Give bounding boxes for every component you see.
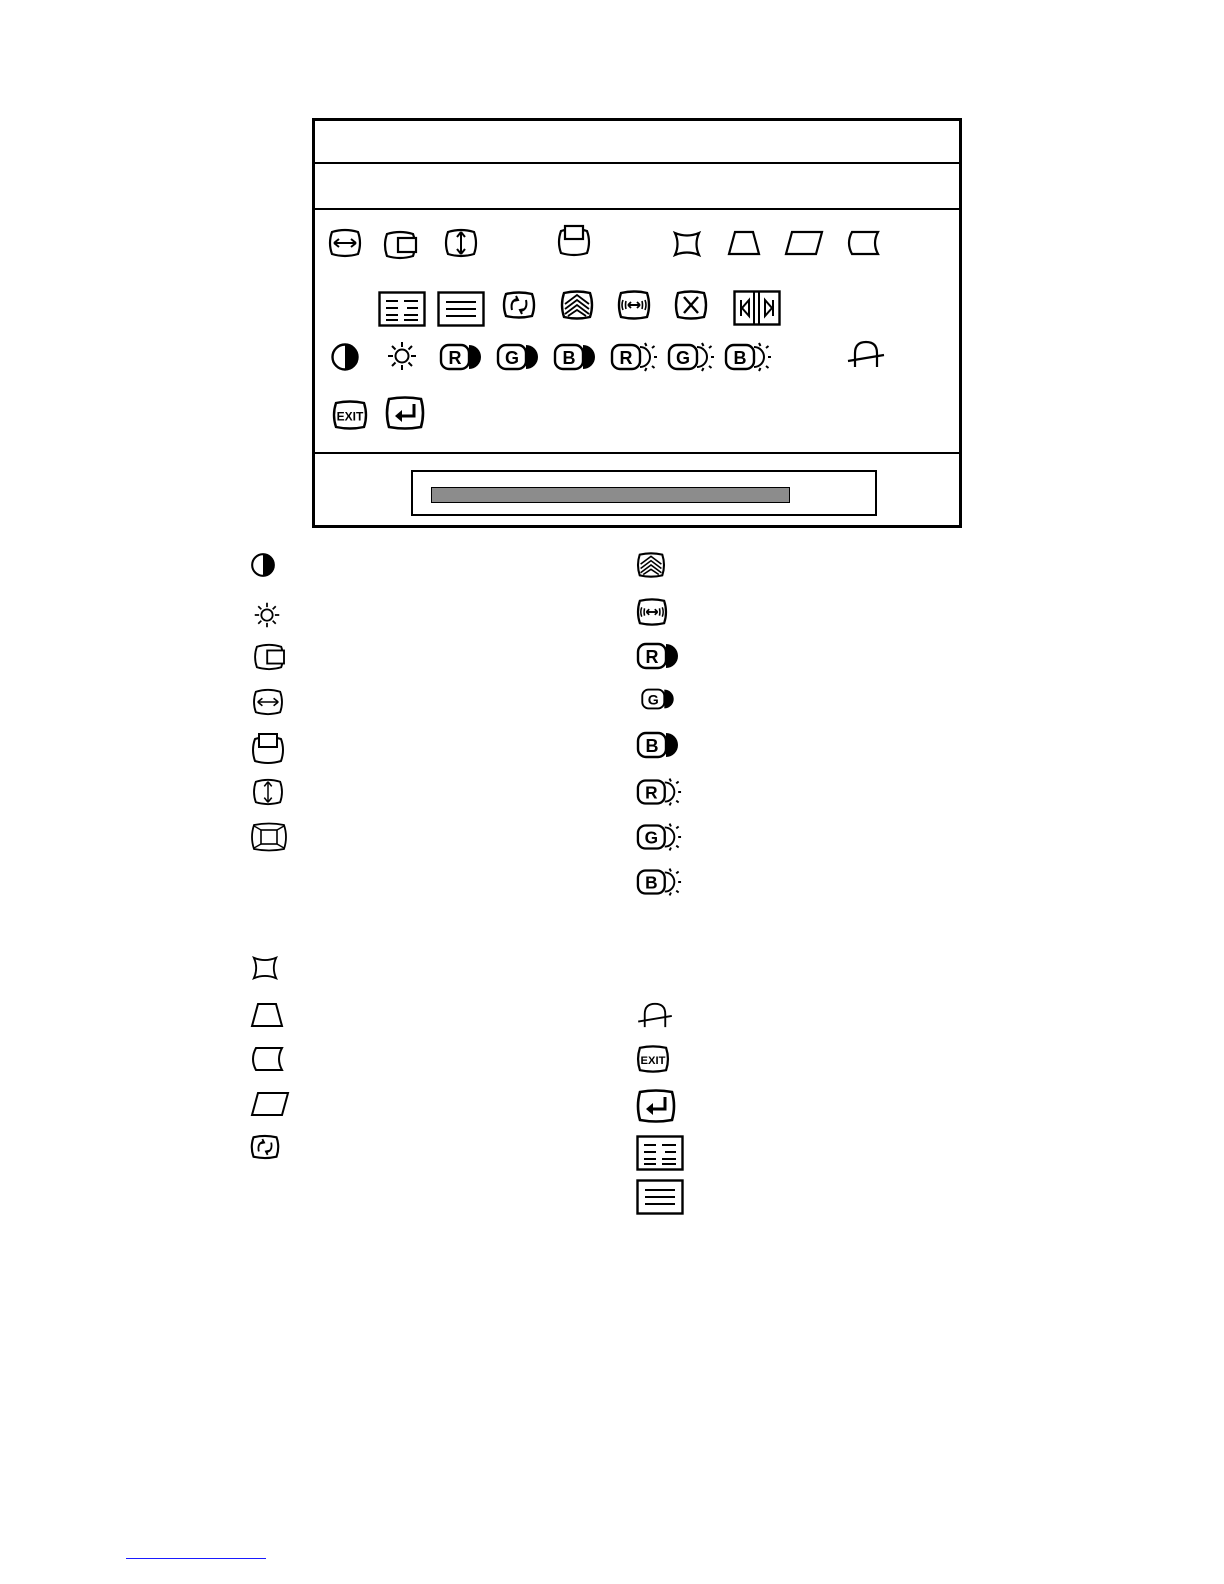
green-glyph: G [644, 827, 659, 848]
green-glyph: G [647, 691, 659, 708]
pincushion-icon [251, 955, 279, 981]
degauss-icon[interactable] [617, 290, 651, 320]
degauss-icon [636, 598, 668, 626]
moire-icon[interactable] [560, 290, 594, 320]
red-gain-icon [636, 642, 680, 670]
red-gain-icon[interactable] [439, 343, 483, 371]
green-gain-icon[interactable] [496, 343, 540, 371]
red-glyph: R [448, 348, 462, 368]
green-bias-icon[interactable] [667, 341, 715, 373]
convergence-icon [637, 1001, 673, 1029]
title-divider [315, 162, 959, 164]
exit-icon [636, 1045, 670, 1073]
v-position-icon[interactable] [557, 225, 591, 257]
pincushion-icon[interactable] [672, 230, 702, 258]
blue-bias-icon[interactable] [724, 341, 772, 373]
brightness-icon [253, 601, 281, 629]
red-bias-icon [636, 776, 682, 808]
brightness-icon[interactable] [386, 340, 418, 372]
adjust-bar-fill [431, 487, 790, 503]
adjust-bar[interactable] [411, 470, 877, 516]
rotation-icon [250, 1134, 280, 1160]
exit-icon[interactable] [332, 400, 368, 430]
enter-icon[interactable] [385, 396, 425, 430]
language-icon [636, 1135, 684, 1171]
blue-glyph: B [645, 872, 658, 893]
v-size-icon[interactable] [444, 228, 478, 258]
red-glyph: R [645, 782, 658, 803]
exit-glyph: EXIT [640, 1055, 666, 1068]
h-position-icon[interactable] [383, 230, 419, 260]
blue-gain-icon [636, 731, 680, 759]
pin-balance-icon [250, 1046, 284, 1072]
pin-balance-icon[interactable] [846, 230, 880, 256]
convergence-icon[interactable] [847, 339, 885, 369]
moire-icon [636, 552, 666, 578]
picture-in-picture-icon[interactable] [733, 290, 781, 326]
parallelogram-icon [250, 1091, 290, 1117]
h-size-icon [251, 688, 285, 716]
h-size-icon[interactable] [328, 228, 362, 258]
trapezoid-icon[interactable] [727, 230, 761, 256]
blue-bias-icon [636, 866, 682, 898]
parallelogram-icon[interactable] [784, 230, 824, 256]
red-glyph: R [645, 647, 659, 667]
green-glyph: G [675, 348, 691, 368]
subtitle-divider [315, 208, 959, 210]
bar-divider [315, 452, 959, 454]
exit-glyph: EXIT [336, 409, 364, 424]
contrast-icon [250, 552, 276, 578]
contrast-icon[interactable] [330, 342, 360, 372]
red-bias-icon[interactable] [610, 341, 658, 373]
blue-gain-icon[interactable] [553, 343, 597, 371]
rotation-icon[interactable] [502, 291, 536, 319]
green-glyph: G [504, 348, 520, 368]
footer-rule [126, 1558, 266, 1559]
v-size-icon [251, 778, 285, 806]
green-gain-icon [636, 688, 680, 710]
blue-glyph: B [645, 736, 659, 756]
v-position-icon [251, 733, 285, 765]
blue-glyph: B [733, 348, 747, 368]
blue-glyph: B [562, 348, 576, 368]
h-position-icon [251, 643, 289, 671]
reset-icon[interactable] [674, 290, 708, 320]
red-glyph: R [619, 348, 633, 368]
language-icon[interactable] [378, 291, 426, 327]
information-icon [636, 1179, 684, 1215]
zoom-icon [250, 822, 288, 852]
green-bias-icon [636, 821, 682, 853]
information-icon[interactable] [437, 291, 485, 327]
enter-icon [636, 1089, 676, 1123]
trapezoid-icon [250, 1002, 284, 1028]
